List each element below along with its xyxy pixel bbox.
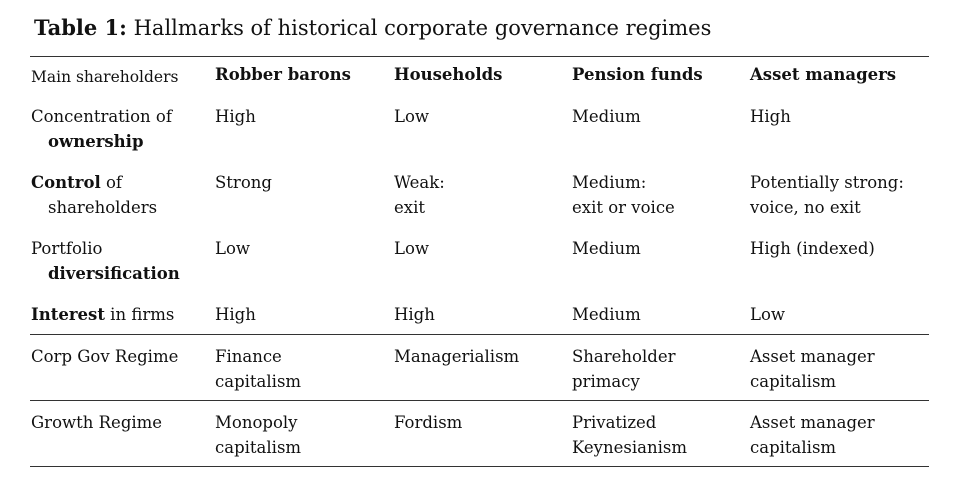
row-label-control: [31, 170, 157, 220]
cell-concentration-asset-managers: High: [750, 107, 791, 126]
cell-growth-robber-barons-line2: capitalism: [215, 438, 302, 457]
cell-growth-robber-barons-line1: Monopoly: [215, 413, 298, 432]
cell-growth-pension-funds-line1: Privatized: [572, 413, 657, 432]
header-robber-barons: Robber barons: [215, 65, 351, 84]
label-control-bold: Control: [31, 173, 101, 192]
row-label-interest: [31, 302, 174, 327]
cell-growth-asset-managers-line2: capitalism: [750, 438, 837, 457]
cell-control-asset-managers: [750, 170, 904, 220]
cell-growth-households-line1: Fordism: [394, 413, 463, 432]
midrule-2: [30, 400, 929, 401]
label-control-rest: of: [100, 173, 123, 192]
row-label-concentration: [31, 104, 172, 154]
top-rule: [30, 56, 929, 57]
cell-corp-gov-pension-funds-line1: Shareholder: [572, 347, 676, 366]
caption-label: Table 1:: [34, 15, 127, 40]
label-interest-bold: Interest: [31, 305, 105, 324]
cell-growth-robber-barons: [215, 410, 301, 460]
label-concentration-bold: ownership: [48, 132, 144, 151]
label-portfolio-bold: diversification: [48, 264, 180, 283]
midrule-1: [30, 334, 929, 335]
cell-interest-pension-funds: Medium: [572, 305, 641, 324]
label-control-line2: shareholders: [48, 198, 158, 217]
cell-corp-gov-asset-managers-line1: Asset manager: [750, 347, 875, 366]
cell-portfolio-households: Low: [394, 239, 430, 258]
label-concentration-line1: Concentration of: [31, 107, 172, 126]
table-caption: [34, 14, 711, 42]
cell-corp-gov-households-line1: Managerialism: [394, 347, 520, 366]
cell-growth-pension-funds-line2: Keynesianism: [572, 438, 687, 457]
cell-corp-gov-robber-barons-line1: Finance: [215, 347, 282, 366]
cell-portfolio-asset-managers: High (indexed): [750, 239, 875, 258]
cell-control-pension-funds-line1: Medium:: [572, 173, 647, 192]
cell-corp-gov-asset-managers-line2: capitalism: [750, 372, 837, 391]
cell-interest-asset-managers: Low: [750, 305, 786, 324]
cell-growth-pension-funds: [572, 410, 687, 460]
header-asset-managers: Asset managers: [750, 65, 897, 84]
cell-control-asset-managers-line2: voice, no exit: [750, 198, 861, 217]
cell-portfolio-pension-funds: Medium: [572, 239, 641, 258]
header-pension-funds: Pension funds: [572, 65, 703, 84]
cell-control-households: [394, 170, 445, 220]
label-interest-rest: in firms: [104, 305, 175, 324]
cell-control-households-line2: exit: [394, 198, 425, 217]
cell-interest-households: High: [394, 305, 435, 324]
row-label-portfolio: [31, 236, 180, 286]
row-label-corp-gov: Corp Gov Regime: [31, 347, 179, 366]
cell-growth-asset-managers-line1: Asset manager: [750, 413, 875, 432]
cell-concentration-pension-funds: Medium: [572, 107, 641, 126]
cell-corp-gov-asset-managers: [750, 344, 875, 394]
row-label-growth: Growth Regime: [31, 413, 163, 432]
label-portfolio-line1: Portfolio: [31, 239, 103, 258]
cell-control-pension-funds: [572, 170, 675, 220]
cell-growth-asset-managers: [750, 410, 875, 460]
cell-control-robber-barons-line1: Strong: [215, 173, 272, 192]
cell-control-pension-funds-line2: exit or voice: [572, 198, 675, 217]
cell-control-households-line1: Weak:: [394, 173, 445, 192]
cell-concentration-robber-barons: High: [215, 107, 256, 126]
cell-corp-gov-pension-funds: [572, 344, 675, 394]
cell-corp-gov-robber-barons-line2: capitalism: [215, 372, 302, 391]
cell-corp-gov-pension-funds-line2: primacy: [572, 372, 640, 391]
cell-corp-gov-robber-barons: [215, 344, 301, 394]
cell-portfolio-robber-barons: Low: [215, 239, 251, 258]
bottom-rule: [30, 466, 929, 467]
header-households: Households: [394, 65, 503, 84]
cell-concentration-households: Low: [394, 107, 430, 126]
cell-interest-robber-barons: High: [215, 305, 256, 324]
header-row-label: Main shareholders: [31, 68, 179, 86]
cell-control-asset-managers-line1: Potentially strong:: [750, 173, 904, 192]
label-control-line1: [31, 170, 157, 195]
cell-growth-households: [394, 410, 462, 435]
cell-control-robber-barons: [215, 170, 272, 195]
cell-corp-gov-households: [394, 344, 519, 369]
caption-text: Hallmarks of historical corporate governance regimes: [133, 16, 712, 40]
